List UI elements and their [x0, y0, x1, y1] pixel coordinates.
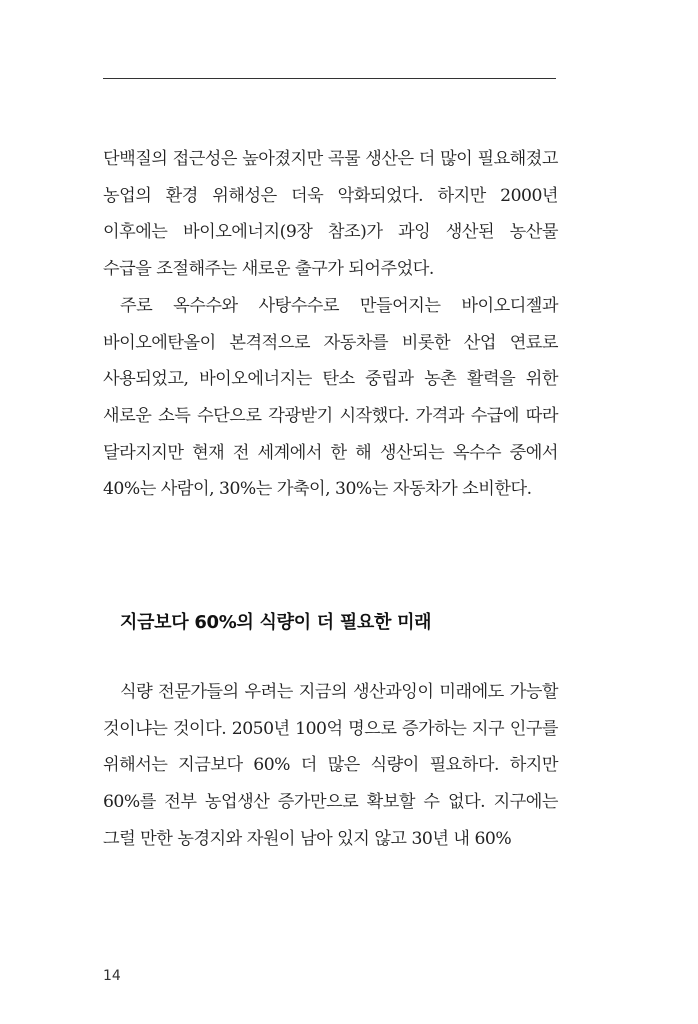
- body-text-top: [103, 141, 558, 508]
- header-rule: [103, 78, 556, 79]
- body-text-bottom: [103, 674, 558, 858]
- page-number: 14: [103, 968, 121, 984]
- paragraph-1: 단백질의 접근성은 높아졌지만 곡물 생산은 더 많이 필요해졌고 농업의 환경 위해성은 더욱 악화되었다. 하지만 2000년 이후에는 바이오에너지(9장 참조)가 과잉 생산된 농산물 수급을 조절해주는 새로운 출구가 되어주었다.: [103, 149, 558, 280]
- section-heading: 지금보다 60%의 식량이 더 필요한 미래: [120, 612, 432, 633]
- paragraph-3: 식량 전문가들의 우려는 지금의 생산과잉이 미래에도 가능할 것이냐는 것이다. 2050년 100억 명으로 증가하는 지구 인구를 위해서는 지금보다 60% 더 많은 식량이 필요하다. 하지만 60%를 전부 농업생산 증가만으로 확보할 수 없다. 지구에는 그럴 만한 농경지와 자원이 남아 있지 않고 30년 내 60%: [103, 682, 558, 849]
- paragraph-2: 주로 옥수수와 사탕수수로 만들어지는 바이오디젤과 바이오에탄올이 본격적으로 자동차를 비롯한 산업 연료로 사용되었고, 바이오에너지는 탄소 중립과 농촌 활력을 위한 새로운 소득 수단으로 각광받기 시작했다. 가격과 수급에 따라 달라지지만 현재 전 세계에서 한 해 생산되는 옥수수 중에서 40%는 사람이, 30%는 가축이, 30%는 자동차가 소비한다.: [103, 295, 558, 500]
